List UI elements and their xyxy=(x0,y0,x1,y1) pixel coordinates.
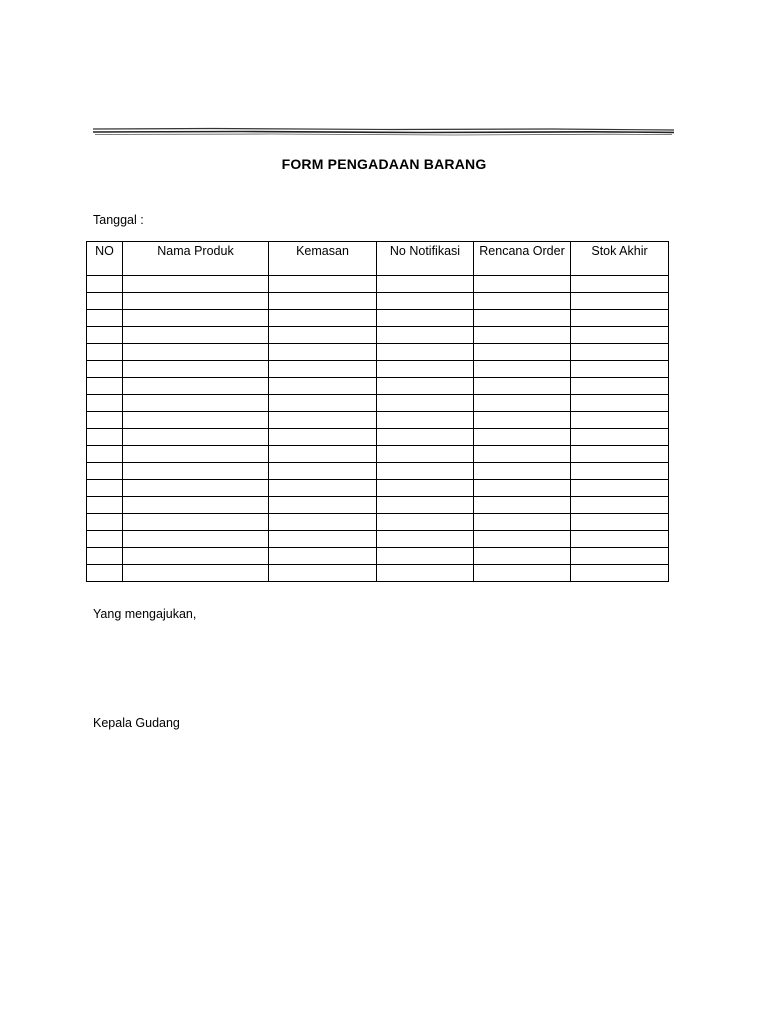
table-cell xyxy=(571,480,669,497)
table-cell xyxy=(269,327,377,344)
table-cell xyxy=(571,344,669,361)
table-cell xyxy=(474,463,571,480)
form-title: FORM PENGADAAN BARANG xyxy=(281,156,487,172)
table-cell xyxy=(87,565,123,582)
table-body xyxy=(87,276,669,582)
table-cell xyxy=(474,361,571,378)
table-cell xyxy=(123,548,269,565)
table-cell xyxy=(269,446,377,463)
table-row xyxy=(87,395,669,412)
table-cell xyxy=(377,344,474,361)
table-cell xyxy=(571,548,669,565)
table-cell xyxy=(87,293,123,310)
table-cell xyxy=(377,361,474,378)
table-cell xyxy=(87,497,123,514)
table-cell xyxy=(474,429,571,446)
table-cell xyxy=(474,480,571,497)
table-cell xyxy=(571,327,669,344)
table-row xyxy=(87,548,669,565)
table-cell xyxy=(123,514,269,531)
table-cell xyxy=(123,361,269,378)
table-cell xyxy=(269,548,377,565)
table-cell xyxy=(377,327,474,344)
table-cell xyxy=(87,429,123,446)
table-cell xyxy=(269,514,377,531)
table-cell xyxy=(377,463,474,480)
table-cell xyxy=(269,497,377,514)
table-row xyxy=(87,514,669,531)
table-cell xyxy=(123,378,269,395)
column-header-product-name: Nama Produk xyxy=(123,242,269,276)
table-row xyxy=(87,480,669,497)
table-cell xyxy=(123,293,269,310)
table-cell xyxy=(571,446,669,463)
table-cell xyxy=(87,361,123,378)
table-cell xyxy=(377,395,474,412)
table-cell xyxy=(269,310,377,327)
table-cell xyxy=(123,480,269,497)
table-cell xyxy=(571,565,669,582)
table-cell xyxy=(571,395,669,412)
table-cell xyxy=(87,310,123,327)
column-header-no: NO xyxy=(87,242,123,276)
table-cell xyxy=(571,429,669,446)
table-cell xyxy=(377,412,474,429)
table-cell xyxy=(474,395,571,412)
table-cell xyxy=(269,429,377,446)
table-cell xyxy=(571,531,669,548)
table-row xyxy=(87,344,669,361)
table-row xyxy=(87,293,669,310)
table-cell xyxy=(87,327,123,344)
table-cell xyxy=(474,531,571,548)
procurement-table xyxy=(86,241,669,582)
table-cell xyxy=(87,378,123,395)
table-cell xyxy=(123,310,269,327)
table-cell xyxy=(474,276,571,293)
table-cell xyxy=(123,446,269,463)
table-cell xyxy=(571,463,669,480)
table-cell xyxy=(377,446,474,463)
table-cell xyxy=(474,344,571,361)
table-row xyxy=(87,531,669,548)
column-header-final-stock: Stok Akhir xyxy=(571,242,669,276)
table-cell xyxy=(123,429,269,446)
table-cell xyxy=(377,497,474,514)
table-cell xyxy=(377,378,474,395)
table-cell xyxy=(474,378,571,395)
table-cell xyxy=(571,497,669,514)
column-header-packaging: Kemasan xyxy=(269,242,377,276)
table-cell xyxy=(123,344,269,361)
table-cell xyxy=(377,480,474,497)
table-row xyxy=(87,276,669,293)
column-header-notification-no: No Notifikasi xyxy=(377,242,474,276)
table-cell xyxy=(377,514,474,531)
table-cell xyxy=(269,463,377,480)
table-cell xyxy=(269,480,377,497)
table-cell xyxy=(269,412,377,429)
table-cell xyxy=(377,429,474,446)
table-cell xyxy=(474,565,571,582)
table-cell xyxy=(571,514,669,531)
date-label: Tanggal : xyxy=(93,213,144,227)
table-cell xyxy=(269,293,377,310)
header-rule xyxy=(92,127,675,136)
table-cell xyxy=(377,310,474,327)
table-cell xyxy=(377,565,474,582)
table-row xyxy=(87,463,669,480)
table-cell xyxy=(474,327,571,344)
table-row xyxy=(87,412,669,429)
table-cell xyxy=(571,361,669,378)
table-cell xyxy=(123,497,269,514)
table-cell xyxy=(269,378,377,395)
table-cell xyxy=(123,395,269,412)
table-cell xyxy=(377,276,474,293)
table-row xyxy=(87,429,669,446)
table-row xyxy=(87,378,669,395)
table-cell xyxy=(87,344,123,361)
applicant-signature-label: Yang mengajukan, xyxy=(93,607,197,621)
table-cell xyxy=(269,344,377,361)
table-cell xyxy=(87,548,123,565)
table-cell xyxy=(87,531,123,548)
table-row xyxy=(87,497,669,514)
table-cell xyxy=(377,548,474,565)
warehouse-head-signature-label: Kepala Gudang xyxy=(93,716,180,730)
table-cell xyxy=(269,276,377,293)
table-cell xyxy=(474,446,571,463)
table-cell xyxy=(377,531,474,548)
table-cell xyxy=(571,378,669,395)
table-cell xyxy=(123,531,269,548)
table-row xyxy=(87,327,669,344)
table-cell xyxy=(474,548,571,565)
table-row xyxy=(87,361,669,378)
table-cell xyxy=(87,514,123,531)
table-cell xyxy=(87,463,123,480)
table-cell xyxy=(123,565,269,582)
table-cell xyxy=(474,497,571,514)
table-cell xyxy=(123,276,269,293)
table-cell xyxy=(571,276,669,293)
table-row xyxy=(87,446,669,463)
table-cell xyxy=(123,463,269,480)
table-cell xyxy=(269,361,377,378)
table-cell xyxy=(123,412,269,429)
table-cell xyxy=(87,412,123,429)
column-header-order-plan: Rencana Order xyxy=(474,242,571,276)
table-cell xyxy=(87,480,123,497)
table-cell xyxy=(269,395,377,412)
table-row xyxy=(87,310,669,327)
table-cell xyxy=(123,327,269,344)
table-cell xyxy=(474,310,571,327)
table-cell xyxy=(377,293,474,310)
table-cell xyxy=(474,514,571,531)
table-cell xyxy=(269,531,377,548)
table-cell xyxy=(87,395,123,412)
table-cell xyxy=(474,293,571,310)
table-cell xyxy=(269,565,377,582)
table-cell xyxy=(571,293,669,310)
table-cell xyxy=(87,446,123,463)
table-header-row xyxy=(87,242,669,276)
table-cell xyxy=(571,310,669,327)
table-cell xyxy=(87,276,123,293)
table-row xyxy=(87,565,669,582)
table-cell xyxy=(571,412,669,429)
table-cell xyxy=(474,412,571,429)
